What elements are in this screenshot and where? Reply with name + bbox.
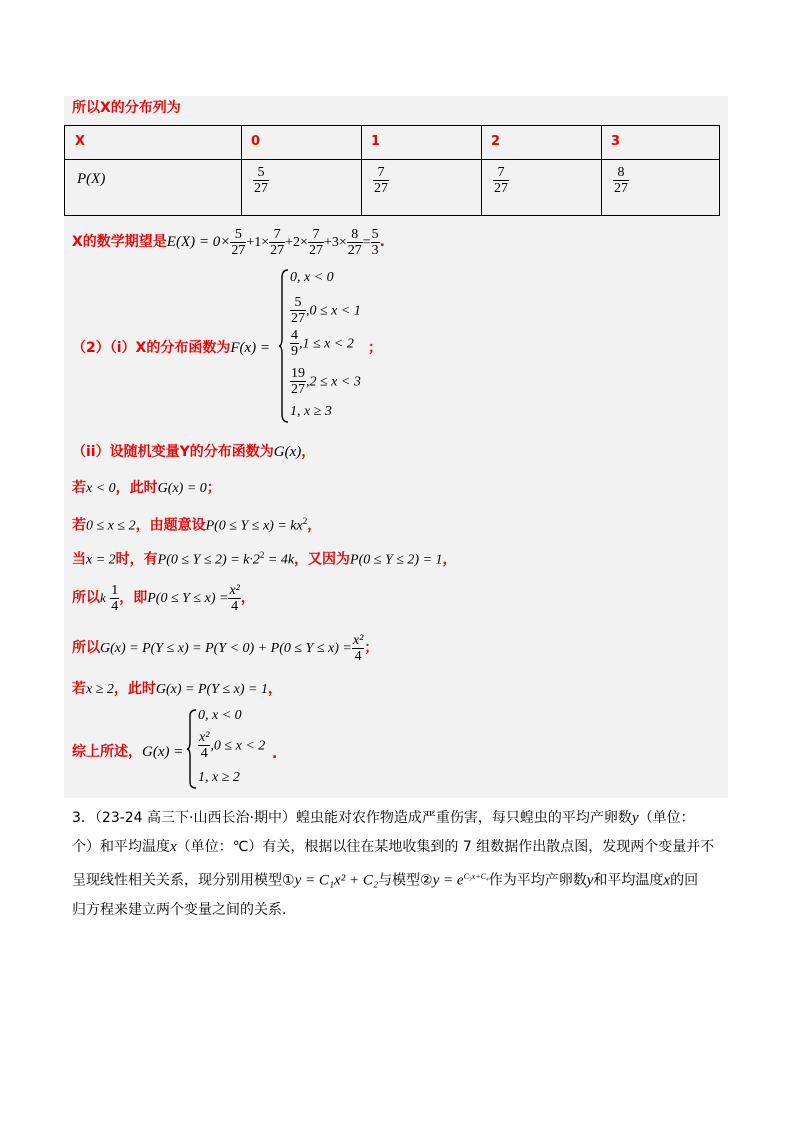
- summary-lead: 综上所述，G(x) =: [72, 744, 184, 760]
- summary-end: .: [272, 746, 278, 762]
- prob-fraction: $\frac{8}{27}$: [614, 165, 628, 196]
- expectation-fraction: $\frac{5}{27}$: [231, 226, 246, 258]
- table-header-cell: X: [75, 134, 86, 149]
- left-brace-icon: [186, 708, 198, 790]
- ii-line-3: 若0 ≤ x ≤ 2，由题意设$P(0 \le Y \le x) = kx^2$，: [72, 516, 322, 534]
- ii-line-2: 若x < 0，此时G(x) = 0；: [72, 480, 221, 496]
- q3-line: 个）和平均温度x（单位：℃）有关，根据以往在某地收集到的 7 组数据作出散点图，发现两个变量并不: [72, 839, 715, 855]
- prob-fraction: $\frac{7}{27}$: [374, 165, 388, 196]
- expectation-result: $\frac{5}{3}$: [371, 226, 379, 258]
- section-title: 所以X的分布列为: [72, 100, 181, 116]
- expectation-fraction: $\frac{7}{27}$: [270, 226, 285, 258]
- distribution-table: [64, 125, 720, 216]
- question-3: [72, 804, 722, 925]
- case-row: 0, x < 0: [290, 270, 334, 285]
- expectation-fraction: $\frac{8}{27}$: [347, 226, 362, 258]
- ii-line-5: 所以k $\frac{1}{4}$ ，即P(0 ≤ Y ≤ x) = $\frac{\text{x²}}{4}$ ，: [72, 582, 255, 614]
- left-brace-icon: [278, 268, 290, 424]
- prob-fraction: $\frac{5}{27}$: [254, 165, 268, 196]
- ii-line-7: 若x ≥ 2，此时G(x) = P(Y ≤ x) = 1，: [72, 681, 283, 697]
- case-row: $\frac{19}{27}$ ,2 ≤ x < 3: [291, 366, 361, 397]
- case-row: $\frac{5}{27}$ ,0 ≤ x < 1: [291, 295, 361, 326]
- row-label: P(X): [77, 171, 106, 187]
- table-header-row: [65, 126, 719, 160]
- ii-line-6: 所以G(x) = P(Y ≤ x) = P(Y < 0) + P(0 ≤ Y ≤ x) = $\frac{\text{x²}}{4}$ ；: [72, 632, 379, 664]
- case-row: 0, x < 0: [198, 708, 242, 723]
- q3-line: 3．（23-24 高三下·山西长治·期中）蝗虫能对农作物造成严重伤害，每只蝗虫的平均产卵数y（单位：: [72, 810, 695, 826]
- table-header-cell: 2: [491, 134, 501, 149]
- q3-line: 呈现线性相关关系，现分别用模型①y = C₁x² + C₂与模型②y = $e^{C_3x+C_4}$作为平均产卵数y和平均温度x的回: [72, 872, 699, 889]
- ii-line-1: （ii）设随机变量Y的分布函数为G(x)，: [72, 444, 316, 460]
- case-row: $\frac{4}{9}$ ,1 ≤ x < 2: [291, 328, 354, 359]
- table-prob-row: [65, 159, 719, 215]
- case-row: $\frac{\text{x²}}{4}$ ,0 ≤ x < 2: [199, 730, 266, 761]
- expectation-line: X的数学期望是E(X) = 0× $\frac{5}{27}$ +1× $\frac{7}{27}$ +2× $\frac{7}{27}$ +3× $\frac{8}{27}$ = $\frac{5}{3}$ .: [72, 226, 385, 258]
- expectation-fraction: $\frac{7}{27}$: [308, 226, 323, 258]
- case-row: 1, x ≥ 2: [198, 770, 240, 785]
- ii-line-4: 当x = 2时，有$P(0 \le Y \le 2) = k\cdot 2^2 = 4k$，又因为P(0 ≤ Y ≤ 2) = 1，: [72, 550, 457, 568]
- part2-end: ；: [368, 340, 382, 356]
- prob-fraction: $\frac{7}{27}$: [494, 165, 508, 196]
- table-header-cell: 3: [611, 134, 621, 149]
- table-header-cell: 0: [251, 134, 261, 149]
- case-row: 1, x ≥ 3: [290, 404, 332, 419]
- table-header-cell: 1: [371, 134, 381, 149]
- part2-lead: （2）（i）X的分布函数为F(x) =: [72, 340, 271, 356]
- q3-line: 归方程来建立两个变量之间的关系.: [72, 901, 287, 918]
